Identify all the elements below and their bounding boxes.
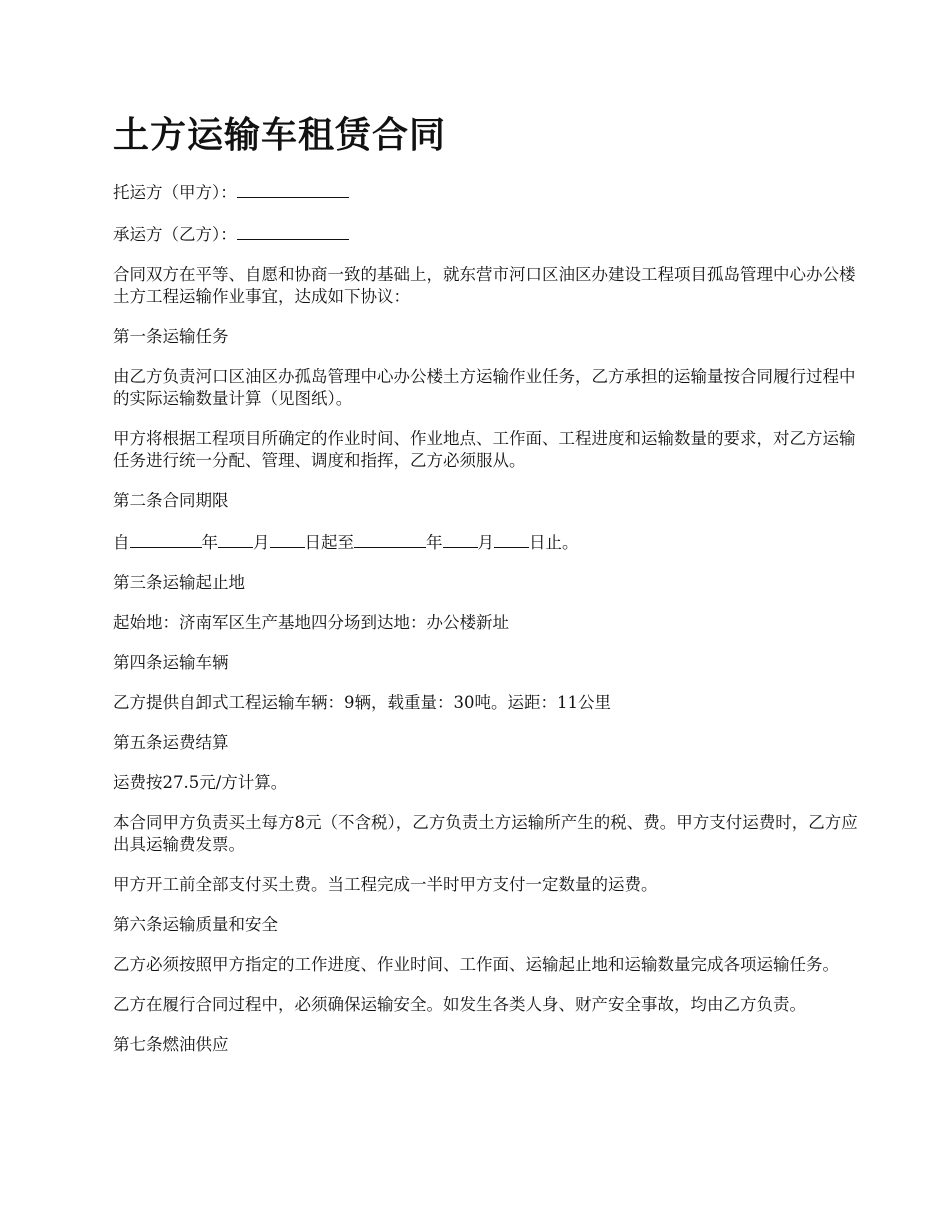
start-month-blank bbox=[218, 530, 253, 548]
party-b-line bbox=[113, 222, 858, 246]
article-1-paragraph-1: 由乙方负责河口区油区办孤岛管理中心办公楼土方运输作业任务，乙方承担的运输量按合同履行过程中的实际运输数量计算（见图纸）。 bbox=[113, 367, 856, 408]
article-2-heading: 第二条合同期限 bbox=[113, 491, 229, 510]
article-3-paragraph-1: 起始地：济南军区生产基地四分场到达地：办公楼新址 bbox=[113, 613, 509, 632]
intro-paragraph: 合同双方在平等、自愿和协商一致的基础上，就东营市河口区油区办建设工程项目孤岛管理中心办公楼土方工程运输作业事宜，达成如下协议： bbox=[113, 265, 856, 306]
end-year-blank bbox=[354, 530, 426, 548]
party-a-blank bbox=[237, 180, 349, 198]
article-1-paragraph-2: 甲方将根据工程项目所确定的作业时间、作业地点、工作面、工程进度和运输数量的要求，对乙方运输任务进行统一分配、管理、调度和指挥，乙方必须服从。 bbox=[113, 429, 856, 470]
article-5-paragraph-2: 本合同甲方负责买土每方8元（不含税），乙方负责土方运输所产生的税、费。甲方支付运费时，乙方应出具运输费发票。 bbox=[113, 813, 858, 854]
article-3-heading: 第三条运输起止地 bbox=[113, 573, 245, 592]
article-7-heading: 第七条燃油供应 bbox=[113, 1035, 229, 1054]
term-line bbox=[113, 530, 858, 554]
party-b-label: 承运方（乙方）： bbox=[113, 225, 237, 244]
term-day-start: 日起至 bbox=[304, 533, 354, 552]
term-year-2: 年 bbox=[426, 533, 443, 552]
article-5-paragraph-1: 运费按27.5元/方计算。 bbox=[113, 773, 288, 792]
term-from: 自 bbox=[113, 533, 130, 552]
article-4-paragraph-1: 乙方提供自卸式工程运输车辆：9辆，载重量：30吨。运距：11公里 bbox=[113, 693, 611, 712]
article-5-heading: 第五条运费结算 bbox=[113, 733, 229, 752]
party-a-label: 托运方（甲方）： bbox=[113, 183, 237, 202]
term-month-2: 月 bbox=[477, 533, 494, 552]
article-6-paragraph-2: 乙方在履行合同过程中，必须确保运输安全。如发生各类人身、财产安全事故，均由乙方负责。 bbox=[113, 995, 806, 1014]
page-title: 土方运输车租赁合同 bbox=[113, 114, 447, 156]
party-a-line bbox=[113, 180, 858, 204]
end-month-blank bbox=[443, 530, 478, 548]
start-day-blank bbox=[270, 530, 305, 548]
end-day-blank bbox=[494, 530, 529, 548]
article-6-heading: 第六条运输质量和安全 bbox=[113, 915, 278, 934]
article-6-paragraph-1: 乙方必须按照甲方指定的工作进度、作业时间、工作面、运输起止地和运输数量完成各项运输任务。 bbox=[113, 955, 839, 974]
term-day-end: 日止。 bbox=[529, 533, 579, 552]
start-year-blank bbox=[130, 530, 202, 548]
term-year-1: 年 bbox=[201, 533, 218, 552]
article-1-heading: 第一条运输任务 bbox=[113, 327, 229, 346]
article-5-paragraph-3: 甲方开工前全部支付买土费。当工程完成一半时甲方支付一定数量的运费。 bbox=[113, 875, 658, 894]
term-month-1: 月 bbox=[253, 533, 270, 552]
article-4-heading: 第四条运输车辆 bbox=[113, 653, 229, 672]
party-b-blank bbox=[237, 222, 349, 240]
contract-page bbox=[113, 112, 858, 1074]
